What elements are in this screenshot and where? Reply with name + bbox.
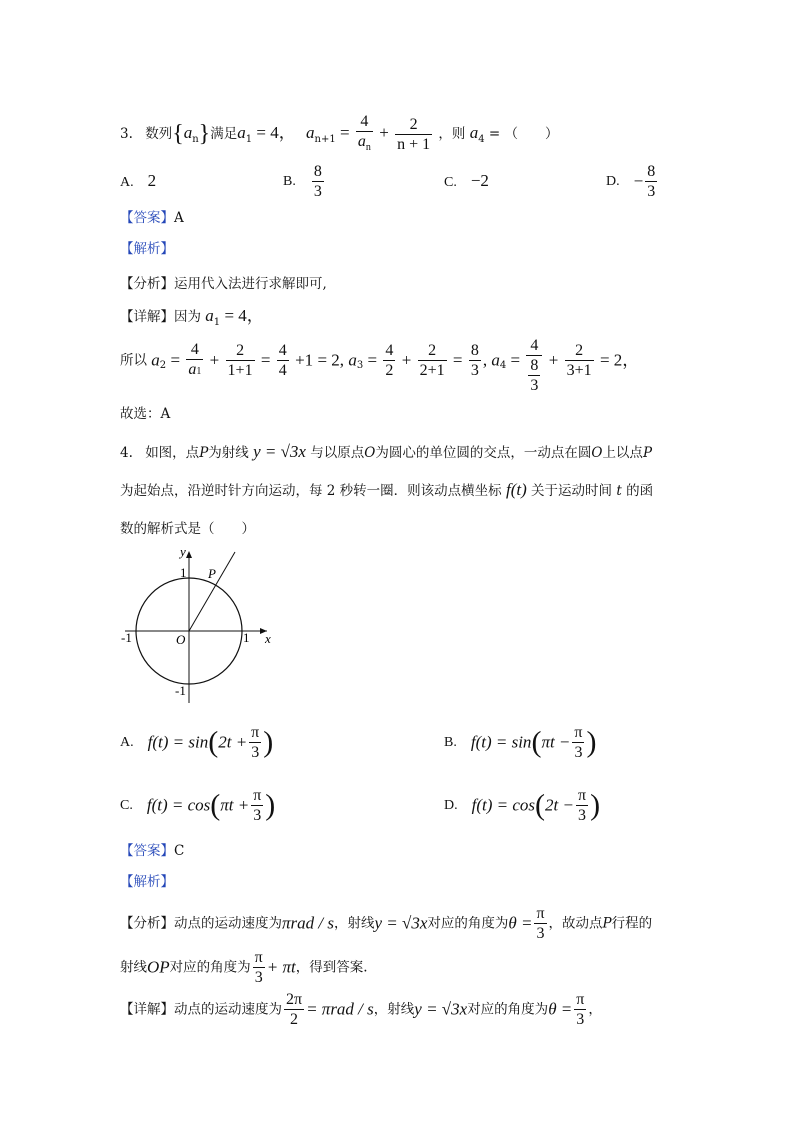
q4-xj-speed: = πrad / s xyxy=(306,999,374,1019)
q4-xj-c: 对应的角度为 xyxy=(467,1001,549,1018)
q4-line1-a: 如图，点 xyxy=(145,445,200,461)
fig-one-right: 1 xyxy=(243,630,250,645)
q3-stem: 3. 数列$\{a_n\}$满足$a_1 = 4$， $a_{n+1}$ = $\frac{4}{a_n}$ + $\frac{2}{n + 1}$ ，则 $a_4$ = （ ） xyxy=(120,112,558,157)
q4-plus-pit: + πt xyxy=(266,957,296,977)
q4-fenxi-line-1: 【分析】动点的运动速度为πrad / s，射线y = √3x对应的角度为θ = $\frac{\pi}{3}$ ，故动点P行程的 xyxy=(120,905,653,942)
q3-calc-a3-sub: 3 xyxy=(356,360,364,371)
q4-option-c-lhs: f(t) = cos xyxy=(146,795,211,815)
q3-option-d-sign: − xyxy=(633,171,644,191)
q3-plus: + xyxy=(379,123,389,142)
q4-fenxi-line-2 xyxy=(120,948,368,987)
q4-option-c: C. f(t) = cos(πt + $\frac{\pi}{3}$ ) xyxy=(120,787,276,824)
q3-option-a-label: A. xyxy=(120,175,134,190)
q4-P: P xyxy=(199,445,209,461)
q4-line1-d: 为圆心的单位圆的交点，一动点在圆 xyxy=(375,445,592,461)
q3-option-a xyxy=(120,172,156,192)
q3-option-b-den: 3 xyxy=(313,183,322,200)
q4-option-a-num: π xyxy=(251,724,260,741)
q4-fenxi-a: 动点的运动速度为 xyxy=(174,915,282,932)
q4-option-b-lhs: f(t) = sin xyxy=(470,732,532,752)
q3-calc-frac-5: $\frac{2}{2+1}$ xyxy=(419,342,445,379)
q3-f2-den: n + 1 xyxy=(397,136,431,153)
fig-o-label: O xyxy=(176,632,186,647)
q3-calc-frac-3: $\frac{4}{4}$ xyxy=(278,342,287,379)
q3-option-d xyxy=(606,162,659,201)
q3-option-b xyxy=(283,162,326,201)
unit-circle-figure xyxy=(117,545,277,705)
q3-calc-a4-sub: 4 xyxy=(499,360,507,371)
q4-option-c-inner: πt + xyxy=(220,795,250,815)
q3-option-d-fraction xyxy=(645,162,657,201)
q3-stem-prefix: 数列 xyxy=(145,126,173,142)
q4-line1-c: 与以原点 xyxy=(310,445,365,461)
q3-fenxi-text: 运用代入法进行求解即可, xyxy=(174,276,327,292)
q3-answer-value: A xyxy=(174,210,184,226)
q3-calc-a3: a xyxy=(348,350,357,370)
q3-fenxi xyxy=(120,275,327,293)
q3-xiangjie-text: 因为 xyxy=(174,309,201,325)
q3-analysis-tag: 【解析】 xyxy=(120,241,174,257)
q4-xiangjie-tag: 【详解】 xyxy=(120,1001,174,1018)
q3-c-11: 1+1 xyxy=(227,362,253,379)
q4-option-a-lhs: f(t) = sin xyxy=(147,732,209,752)
q4-fenxi-b: ，射线 xyxy=(333,915,375,932)
q4-xj-theta: θ = xyxy=(548,999,573,1019)
q4-option-c-label: C. xyxy=(120,797,133,813)
q3-option-c xyxy=(444,172,489,192)
y-axis-arrow-icon xyxy=(186,551,192,558)
q4-line-1: 4. 如图，点P为射线 y = √3x 与以原点O为圆心的单位圆的交点，一动点在圆O上以点P xyxy=(120,442,653,461)
q4-fenxi-pi: π xyxy=(536,905,545,922)
q3-calculation: 所以 $a_2$ = $\frac{4}{a1}$ + $\frac{2}{1+1}$ = $\frac{4}{4}$ +1 = 2, $a_3$ = $\frac{4}{2}$ + $\frac{2}{2+1}$ = $\frac{8}{3}$ , $a_4$ = $\frac{4}{\frac{8}{3}}$ + $\frac{2}{3+1}$ = 2， xyxy=(120,337,640,394)
q3-guxuan: 故选：A xyxy=(120,406,171,422)
q4-option-c-frac xyxy=(251,786,263,825)
q3-rec-lhs: a xyxy=(306,123,315,142)
q3-a1: a xyxy=(237,123,246,142)
q4-line1-b: 为射线 xyxy=(208,445,249,461)
q4-option-b: B. f(t) = sin(πt − $\frac{\pi}{3}$ ) xyxy=(444,724,597,761)
q4-option-d: D. f(t) = cos(2t − $\frac{\pi}{3}$ ) xyxy=(444,787,601,824)
q3-option-a-value: 2 xyxy=(147,171,157,190)
q4-option-a-label: A. xyxy=(120,734,134,750)
q3-calc-frac-8: $\frac{2}{3+1}$ xyxy=(566,342,592,379)
q4-line1-e: 上以点 xyxy=(602,445,643,461)
q3-x-a1-val: = 4， xyxy=(224,306,264,325)
q4-t: t xyxy=(616,483,622,499)
q4-xj-two: 2 xyxy=(290,1011,299,1028)
q3-c-a1-sub: 1 xyxy=(196,366,202,377)
q4-ft: f(t) xyxy=(505,480,527,499)
q4-answer-tag: 【答案】 xyxy=(120,843,174,859)
q4-option-d-den: 3 xyxy=(578,807,587,824)
q4-option-b-frac xyxy=(572,723,584,762)
q3-x-a1: a xyxy=(205,306,214,325)
q4-answer xyxy=(120,842,184,860)
q4-xj-frac-1 xyxy=(284,990,304,1029)
q4-theta: θ = xyxy=(508,913,533,933)
q4-fenxi-tag: 【分析】 xyxy=(120,915,174,932)
q4-option-a: A. f(t) = sin(2t + $\frac{\pi}{3}$ ) xyxy=(120,724,274,761)
q4-option-b-label: B. xyxy=(444,734,457,750)
q4-fenxi2-b: 对应的角度为 xyxy=(169,959,251,976)
q3-c-eq2: = 2， xyxy=(599,350,640,370)
q4-xj-b: ，射线 xyxy=(373,1001,415,1018)
q3-a1-sub: 1 xyxy=(245,134,253,145)
q4-fenxi-d: ，故动点 xyxy=(548,915,603,932)
q3-option-b-label: B. xyxy=(283,173,296,189)
q3-c-eq1: = 2, xyxy=(317,350,345,370)
q3-xiangjie xyxy=(120,307,264,332)
q3-seq-sub: n xyxy=(192,134,199,145)
q3-option-c-value: −2 xyxy=(470,171,489,190)
q3-calc-frac-7: $\frac{4}{\frac{8}{3}}$ xyxy=(526,336,542,395)
q3-calc-a4: a xyxy=(491,350,500,370)
q4-speed: πrad / s xyxy=(282,913,334,933)
ray-op xyxy=(189,552,235,631)
q4-option-c-den: 3 xyxy=(253,807,262,824)
q4-fenxi-three: 3 xyxy=(536,925,545,942)
q3-paren: = （ ） xyxy=(488,126,559,142)
q3-answer-tag: 【答案】 xyxy=(120,210,174,226)
q4-fenxi-frac xyxy=(534,904,546,943)
q3-c-22: 2+1 xyxy=(419,362,445,379)
q3-f1-den-sub: n xyxy=(365,142,371,153)
q3-answer xyxy=(120,209,184,227)
q4-option-a-den: 3 xyxy=(251,744,260,761)
q4-fenxi2-frac: $\frac{\pi}{3}$ xyxy=(254,949,263,986)
q3-f1-den: a xyxy=(357,133,366,150)
fig-x-label: x xyxy=(265,631,271,646)
q4-answer-value: C xyxy=(174,843,185,859)
q3-c-31: 3+1 xyxy=(566,362,592,379)
q4-line-3: 数的解析式是（ ） xyxy=(120,521,255,537)
q3-option-d-num: 8 xyxy=(647,163,656,180)
q4-option-b-inner: πt − xyxy=(541,732,571,752)
q3-seq: a xyxy=(183,123,193,142)
q3-calc-a2: a xyxy=(151,350,160,370)
fig-neg-one-bottom: -1 xyxy=(175,683,186,698)
q4-option-d-inner: 2t − xyxy=(545,795,574,815)
q4-xj-two-pi: 2π xyxy=(286,991,303,1008)
q4-option-b-den: 3 xyxy=(574,744,583,761)
q4-fenxi-ray: y = √3x xyxy=(374,913,428,933)
q4-xj-a: 动点的运动速度为 xyxy=(174,1001,282,1018)
q4-xiangjie xyxy=(120,990,602,1029)
q3-xiangjie-tag: 【详解】 xyxy=(120,309,174,325)
fig-p-label: P xyxy=(208,566,216,581)
q4-option-a-inner: 2t + xyxy=(218,732,248,752)
q3-c-a1: a xyxy=(188,361,197,378)
q3-calc-frac-2: $\frac{2}{1+1}$ xyxy=(227,342,253,379)
q3-x-a1-sub: 1 xyxy=(213,317,221,328)
q3-calc-frac-4: $\frac{4}{2}$ xyxy=(385,342,394,379)
q3-suoyi: 所以 xyxy=(120,352,147,369)
q3-rec-lhs-sub: n+1 xyxy=(314,134,336,145)
q4-fenxi2-a: 射线 xyxy=(120,959,147,976)
q4-line-2 xyxy=(120,481,653,500)
q3-a1-val: = 4， xyxy=(256,123,296,142)
fig-one-top: 1 xyxy=(180,565,187,580)
q3-a4: a xyxy=(469,123,479,142)
q4-option-b-num: π xyxy=(574,724,583,741)
q3-option-b-fraction xyxy=(312,162,324,201)
q4-analysis-tag: 【解析】 xyxy=(120,874,174,890)
q3-option-c-label: C. xyxy=(444,175,457,190)
q4-number: 4. xyxy=(120,445,133,461)
q3-fenxi-tag: 【分析】 xyxy=(120,276,174,292)
q3-a4-sub: 4 xyxy=(478,134,485,145)
q3-option-b-num: 8 xyxy=(313,163,322,180)
q4-xj-frac-2: $\frac{\pi}{3}$ xyxy=(576,991,585,1028)
q4-line2-b: 关于运动时间 xyxy=(531,483,613,499)
q3-stem-end: ，则 xyxy=(438,126,466,142)
q3-option-d-label: D. xyxy=(606,173,620,189)
q4-xj-end: ， xyxy=(588,1001,602,1018)
q3-number: 3. xyxy=(120,126,133,142)
fig-neg-one-left: -1 xyxy=(121,630,132,645)
q4-O: O xyxy=(364,445,376,461)
q4-fenxi-c: 对应的角度为 xyxy=(427,915,509,932)
q4-option-d-frac xyxy=(576,786,588,825)
q4-ray: y = √3x xyxy=(253,442,306,461)
q3-eq: = xyxy=(340,123,350,142)
q4-option-d-lhs: f(t) = cos xyxy=(471,795,536,815)
q3-fraction-2 xyxy=(395,115,432,154)
q4-option-d-num: π xyxy=(577,787,587,804)
q3-calc-frac-1: $\frac{4}{a1}$ xyxy=(188,341,202,378)
q3-stem-mid: 满足 xyxy=(210,126,238,142)
fig-y-label: y xyxy=(180,545,186,559)
q4-option-c-num: π xyxy=(253,787,262,804)
q4-fenxi2-c: ，得到答案. xyxy=(295,959,368,976)
q4-line2-c: 的函 xyxy=(626,483,654,499)
q4-option-a-frac xyxy=(249,723,261,762)
q4-option-d-label: D. xyxy=(444,797,458,813)
q4-line2-a: 为起始点，沿逆时针方向运动，每 2 秒转一圈．则该动点横坐标 xyxy=(120,483,502,499)
q3-f2-num: 2 xyxy=(395,115,432,135)
q3-calc-frac-6: $\frac{8}{3}$ xyxy=(470,342,479,379)
q4-op: OP xyxy=(147,957,170,977)
q4-fenxi-e: 行程的 xyxy=(611,915,653,932)
q4-xj-ray: y = √3x xyxy=(414,999,468,1019)
q3-fraction-1 xyxy=(356,112,373,157)
q3-f1-num: 4 xyxy=(356,112,373,132)
q3-option-d-den: 3 xyxy=(647,183,656,200)
q3-calc-a2-sub: 2 xyxy=(159,360,167,371)
